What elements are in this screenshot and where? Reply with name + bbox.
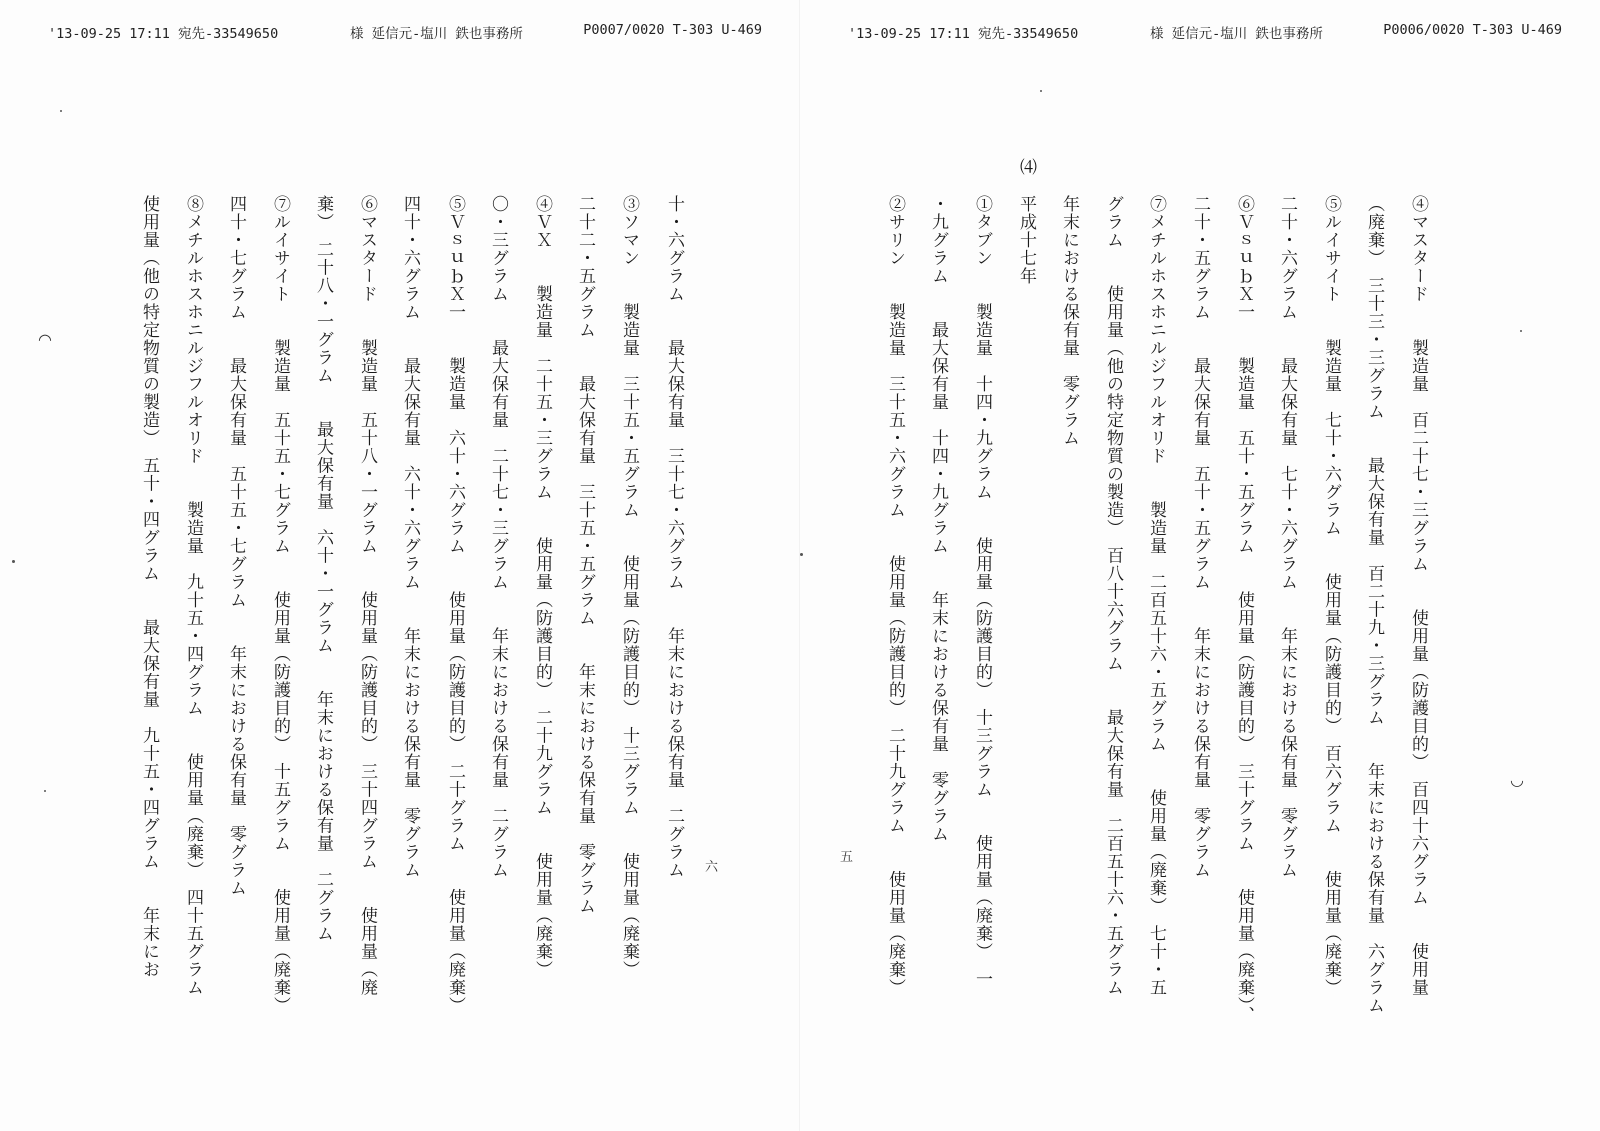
page-number: 六 [705,860,719,875]
text-column: （廃棄） 三十三・三グラム 最大保有量 百二十九・三グラム 年末における保有量 六グラム [1364,195,1384,1015]
right-page [800,0,1600,1131]
fax-sender: 様 延信元-塩川 鉄也事務所 [1150,26,1323,42]
text-column: 四十・七グラム 最大保有量 五十五・七グラム 年末における保有量 零グラム [226,195,246,897]
text-column: ⑧メチルホスホニルジフルオリド 製造量 九十五・四グラム 使用量（廃棄） 四十五グラム [183,195,203,997]
scan-speck [1520,330,1522,332]
scan-speck [800,553,803,556]
text-column: 十・六グラム 最大保有量 三十七・六グラム 年末における保有量 二グラム [664,195,684,879]
fax-timestamp: '13-09-25 17:11 宛先-33549650 [48,26,279,42]
scan-speck [44,790,46,792]
fax-sender: 様 延信元-塩川 鉄也事務所 [350,26,523,42]
text-column: グラム 使用量（他の特定物質の製造） 百八十六グラム 最大保有量 二百五十六・五グラム [1103,195,1123,997]
fax-page-info: P0006/0020 T-303 U-469 [1383,22,1562,38]
text-column: 四十・六グラム 最大保有量 六十・六グラム 年末における保有量 零グラム [400,195,420,879]
scan-speck [12,560,15,563]
section-number: ⑷ [1016,158,1036,176]
text-column: 二十・五グラム 最大保有量 五十・五グラム 年末における保有量 零グラム [1190,195,1210,879]
text-column: 年末における保有量 零グラム [1059,195,1079,447]
text-column: ④ＶＸ 製造量 二十五・三グラム 使用量（防護目的） 二十九グラム 使用量（廃棄） [532,195,552,979]
text-column: 使用量（他の特定物質の製造） 五十・四グラム 最大保有量 九十五・四グラム 年末にお [139,195,159,979]
text-column: ⑦ルイサイト 製造量 五十五・七グラム 使用量（防護目的） 十五グラム 使用量（廃棄） [270,195,290,1015]
page-number: 五 [840,850,854,865]
text-column: ・九グラム 最大保有量 十四・九グラム 年末における保有量 零グラム [928,195,948,843]
text-column: ②サリン 製造量 三十五・六グラム 使用量（防護目的） 二十九グラム 使用量（廃棄） [885,195,905,997]
text-column: ⑥ＶｓｕｂＸ一 製造量 五十・五グラム 使用量（防護目的） 三十グラム 使用量（廃棄）、 [1234,195,1254,1024]
fax-header [830,22,1580,44]
text-column: ⑤ＶｓｕｂＸ一 製造量 六十・六グラム 使用量（防護目的） 二十グラム 使用量（廃棄） [445,195,465,1015]
scan-mark: ◡ [1510,770,1524,789]
text-column: ③ソマン 製造量 三十五・五グラム 使用量（防護目的） 十三グラム 使用量（廃棄） [619,195,639,979]
text-column: ⑦メチルホスホニルジフルオリド 製造量 二百五十六・五グラム 使用量（廃棄） 七十・五 [1146,195,1166,997]
text-column: ⑥マスタード 製造量 五十八・一グラム 使用量（防護目的） 三十四グラム 使用量（廃 [357,195,377,997]
scan-mark: ◠ [38,330,52,349]
fax-header [30,22,780,44]
text-column: 二十二・五グラム 最大保有量 三十五・五グラム 年末における保有量 零グラム [575,195,595,915]
text-column: ①タブン 製造量 十四・九グラム 使用量（防護目的） 十三グラム 使用量（廃棄） 一 [972,195,992,988]
year-heading: 平成十七年 [1016,195,1036,285]
text-column: 二十・六グラム 最大保有量 七十・六グラム 年末における保有量 零グラム [1277,195,1297,879]
text-column: 〇・三グラム 最大保有量 二十七・三グラム 年末における保有量 二グラム [488,195,508,879]
text-column: ④マスタード 製造量 百二十七・三グラム 使用量（防護目的） 百四十六グラム 使用量 [1408,195,1428,997]
text-column: 棄） 二十八・一グラム 最大保有量 六十・一グラム 年末における保有量 二グラム [313,195,333,943]
fax-page-info: P0007/0020 T-303 U-469 [583,22,762,38]
text-column: ⑤ルイサイト 製造量 七十・六グラム 使用量（防護目的） 百六グラム 使用量（廃棄） [1321,195,1341,997]
scan-speck [1040,90,1042,92]
fax-timestamp: '13-09-25 17:11 宛先-33549650 [848,26,1079,42]
scan-speck [60,110,62,112]
